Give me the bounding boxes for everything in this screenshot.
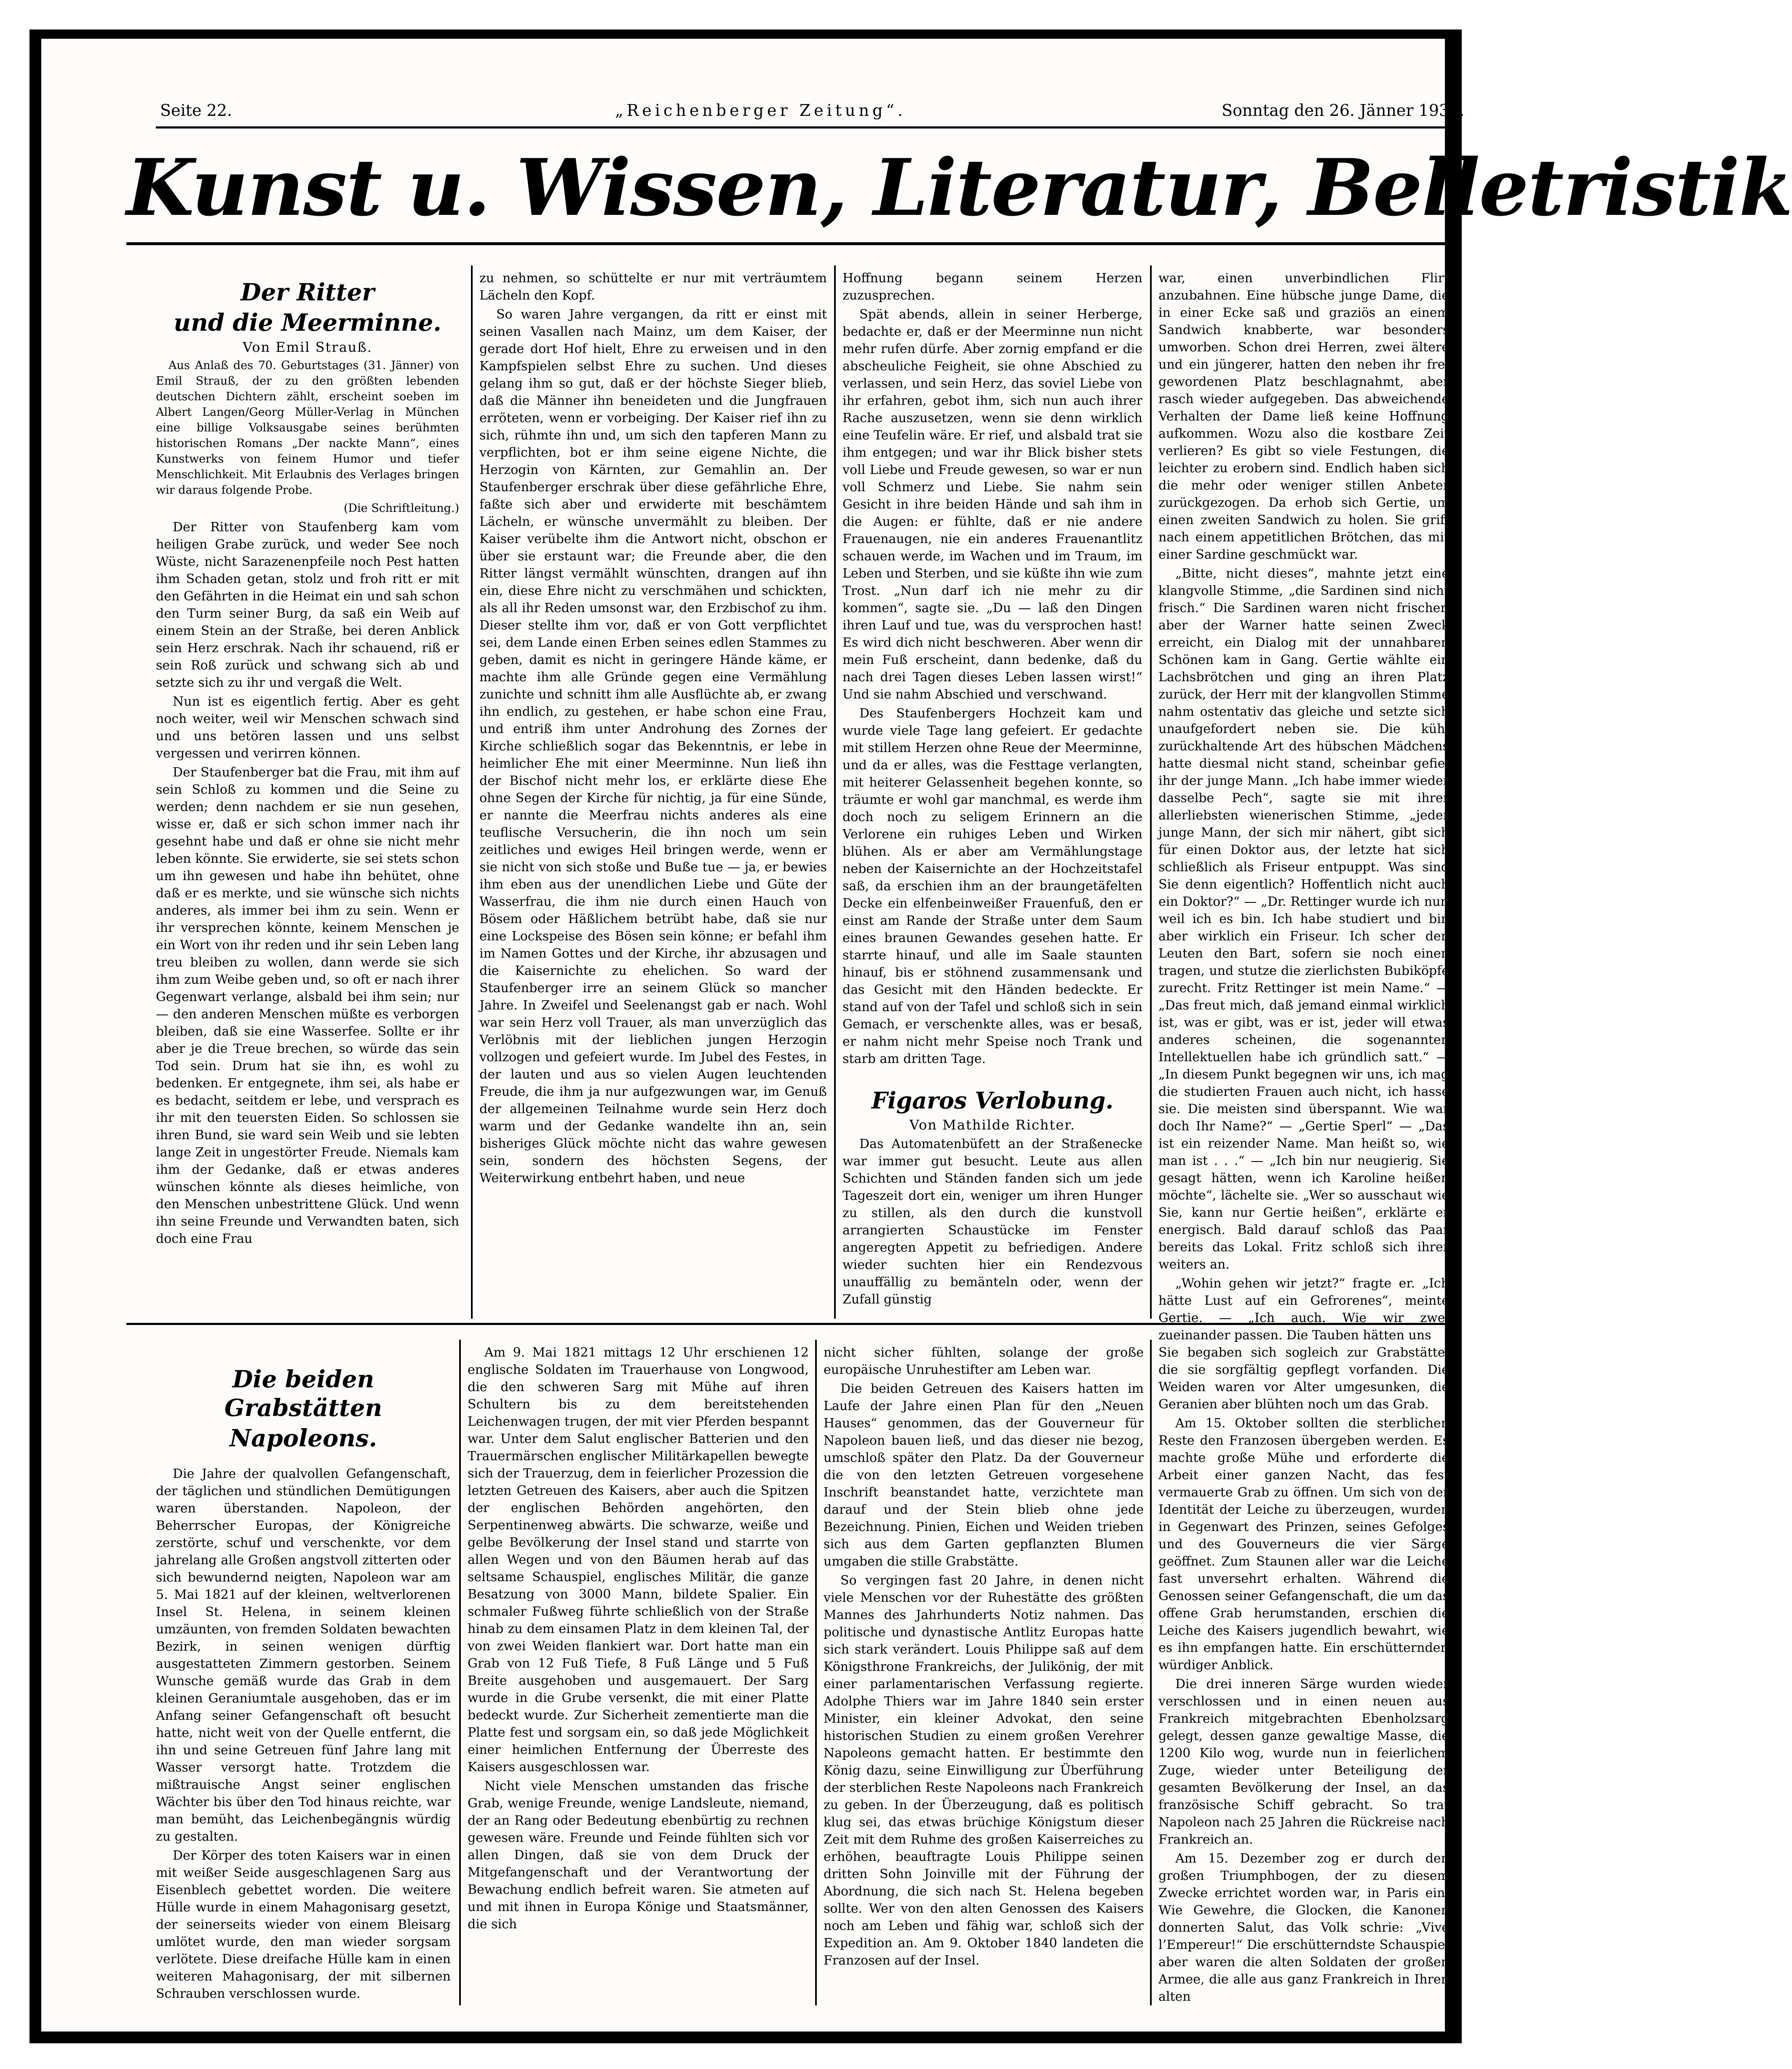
paragraph: „Wohin gehen wir jetzt?“ fragte er. „Ich hätte Lust auf ein Gefrorenes“, meinte Gertie. — „Ich auch. Wie wir zwei zueinander passen. Die Tauben hätten uns [1158, 1276, 1449, 1343]
paragraph: Am 9. Mai 1821 mittags 12 Uhr erschienen 12 englische Soldaten im Trauerhause von Longwood, die den schweren Sarg mit Mühe auf ihren Schultern bis zu dem bereitstehenden Leichenwagen trugen, der mit vier Pferden bespannt war. Unter dem Salut englischer Batterien und den Trauermärschen englischer Militärkapellen bewegte sich der Trauerzug, dem in feierlicher Prozession die letzten Getreuen des Kaisers, aber auch die Spitzen der englischen Behörden angehörten, den Serpentinenweg abwärts. Die schwarze, weiße und gelbe Bevölkerung der Insel stand und starrte von allen Wegen und von den Bäumen herab auf das seltsame Schauspiel, englisches Militär, die ganze Besatzung von 3000 Mann, bildete Spalier. Ein schmaler Fußweg führte schließlich von der Straße hinab zu dem einsamen Platz in dem kleinen Tal, der von zwei Weiden flankiert war. Dort hatte man ein Grab von 12 Fuß Tiefe, 8 Fuß Länge und 5 Fuß Breite ausgehoben und ausgemauert. Der Sarg wurde in die Grube versenkt, die mit einer Platte bedeckt wurde. Zur Sicherheit zementierte man die Platte fest und sorgsam ein, so daß jede Möglichkeit einer heimlichen Entfernung der Überreste des Kaisers ausgeschlossen war. [468, 1345, 809, 1775]
paragraph: Am 15. Oktober sollten die sterblichen Reste den Franzosen übergeben werden. Es machte große Mühe und erforderte die Arbeit einer ganzen Nacht, das fest vermauerte Grab zu öffnen. Um sich von der Identität der Leiche zu überzeugen, wurden in Gegenwart des Prinzen, seines Gefolges und des Gouverneurs die vier Särge geöffnet. Zum Staunen aller war die Leiche fast unversehrt erhalten. Während die Genossen seiner Gefangenschaft, die um das offene Grab herumstanden, erschien die Leiche des Kaisers jugendlich bewahrt, wie es ihn empfangen hatte. Ein erschütternder, würdiger Anblick. [1158, 1416, 1449, 1673]
paragraph: Hoffnung begann seinem Herzen zuzusprechen. [843, 271, 1142, 303]
banner-rule [126, 242, 1462, 245]
article-column-2 [479, 270, 827, 1319]
paragraph: Der Staufenberger bat die Frau, mit ihm auf sein Schloß zu kommen und die Seine zu werden; denn nachdem er sie nun gesehen, wisse er, daß er sich schon immer nach ihr gesehnt habe und daß er ohne sie nicht mehr leben könnte. Sie erwiderte, sie sei stets schon um ihn gewesen und habe ihn behütet, ohne daß er es merkte, und sie wünsche sich nichts anderes, als immer bei ihm zu sein. Wenn er ihr versprechen könnte, keinem Menschen je ein Wort von ihr reden und ihr sein Leben lang treu bleiben zu wollen, dann werde sie sich ihm zum Weibe geben und, so oft er nach ihrer Gegenwart verlange, alsbald bei ihm sein; nur — den anderen Menschen müßte es verborgen bleiben, daß sie eine Wasserfee. Sollte er ihr aber je die Treue brechen, so würde das sein Tod sein. Drum hat sie ihn, es wohl zu bedenken. Er entgegnete, ihm sei, als habe er es bedacht, seitdem er lebe, und versprach es ihr mit den teuersten Eiden. So schlossen sie ihren Bund, sie ward sein Weib und sie lebten lange Zeit in ungestörter Freude. Niemals kam ihm der Gedanke, daß er etwas anderes wünschen könnte als dieses heimliche, von den Menschen unbestrittene Glück. Und wenn ihn seine Freunde und Verwandten baten, sich doch eine Frau [156, 765, 459, 1246]
paragraph: So waren Jahre vergangen, da ritt er einst mit seinen Vasallen nach Mainz, um dem Kaiser, der gerade dort Hof hielt, Ehre zu erweisen und in den Kampfspielen selbst Ehre zu suchen. Und dieses gelang ihm so gut, daß er der höchste Sieger blieb, daß die Männer ihn beneideten und die Jungfrauen erröteten, wenn er vorbeiging. Der Kaiser rief ihn zu sich, rühmte ihn und, um sich den tapferen Mann zu verpflichten, bot er ihm seine eigene Nichte, die Herzogin von Kärnten, zur Gemahlin an. Der Staufenberger erschrak über diese gefährliche Ehre, faßte sich aber und erwiderte mit beschämtem Lächeln, er wünsche unvermählt zu bleiben. Der Kaiser verübelte ihm die Antwort nicht, obschon er über sie erstaunt war; die Freunde aber, die den Ritter längst vermählt wünschten, drangen auf ihn ein, diese Ehre nicht zu verschmähen und schickten, als all ihr Reden umsonst war, den Erzbischof zu ihm. Dieser stellte ihm vor, daß er von Gott verpflichtet sei, dem Lande einen Erben seines edlen Stammes zu geben, damit es nicht in geringere Hände käme, er machte ihm alle Gründe gegen eine Vermählung zunichte und schnitt ihm alle Ausflüchte ab, er zwang ihn endlich, zu gestehen, er habe schon eine Frau, und entriß ihm unter Androhung des Zornes der Kirche schließlich sogar das Bekenntnis, er lebe in heimlicher Ehe mit einer Meerminne. Nun ließ ihn der Bischof nicht mehr los, er erklärte diese Ehe ohne Segen der Kirche für nichtig, ja für eine Sünde, er nannte die Meerfrau nichts anderes als eine teuflische Versucherin, die ihn noch um sein zeitliches und ewiges Heil bringen werde, wenn er sie nicht von sich stoße und Buße tue — ja, er bewies ihm eben aus der unendlichen Liebe und Güte der Wasserfrau, die ihm nie durch einen Hauch von Bösem oder Häßlichem betrübt habe, daß sie nur eine Lockspeise des Bösen sein könne; er befahl ihm im Namen Gottes und der Kirche, ihr abzusagen und die Kaisernichte zu ehelichen. So ward der Staufenberger irre an seinem Glück so mancher Jahre. In Zweifel und Seelenangst gab er nach. Wohl war sein Herz voll Trauer, als man unverzüglich das Verlöbnis mit der lieblichen jungen Herzogin vollzogen und gefeiert wurde. Im Jubel des Festes, in der lauten und aus so vielen Augen leuchtenden Freude, die ihm ja nur aufgezwungen war, im Genuß der allgemeinen Teilnahme wurde sein Herz doch warm und der Gedanke wandelte ihn an, sein bisheriges Glück möchte nicht das wahre gewesen sein, sondern des höchsten Segens, der Weiterwirkung entbehrt haben, und neue [479, 307, 827, 1186]
intro-note: (Die Schriftleitung.) [343, 502, 459, 515]
scan-border-top [29, 29, 1462, 39]
article-author: Von Mathilde Richter. [909, 1117, 1076, 1133]
paragraph: Am 15. Dezember zog er durch den großen Triumphbogen, der zu diesem Zwecke errichtet worden war, in Paris ein. Wie Gewehre, die Glocken, die Kanonen donnerten Salut, das Volk schrie: „Vive l’Empereur!“ Die erschütterndste Schauspiel aber waren die alten Soldaten der großen Armee, die alle aus ganz Frankreich in Ihren alten [1158, 1851, 1449, 2004]
issue-date: Sonntag den 26. Jänner 1938. [1222, 101, 1465, 120]
paragraph: Der Ritter von Staufenberg kam vom heiligen Grabe zurück, und weder See noch Wüste, nicht Sarazenenpfeile noch Pest hatten ihm Schaden getan, stolz und froh ritt er mit den Gefährten in die Heimat ein und sah schon den Turm seiner Burg, da saß ein Weib auf einem Stein an der Straße, bei deren Anblick sein Herz erschrak. Nach ihr schauend, riß er sein Roß zurück und schwang sich ab und setzte sich zu ihr und vergaß die Welt. [156, 520, 459, 690]
article-column-5 [156, 1348, 451, 2005]
paragraph: Nicht viele Menschen umstanden das frische Grab, wenige Freunde, wenige Landsleute, niemand, der an Rang oder Bedeutung ebenbürtig zu rechnen gewesen wäre. Freunde und Feinde fühlten sich vor allen Dingen, daß sie von dem Druck der Mitgefangenschaft und der Verantwortung der Bewachung endlich befreit waren. Sie atmeten auf und mit ihnen in Europa Könige und Staatsmänner, die sich [468, 1779, 809, 1932]
paragraph: war, einen unverbindlichen Flirt anzubahnen. Eine hübsche junge Dame, die in einer Ecke saß und graziös an einem Sandwich knabberte, war besonders umworben. Schon drei Herren, zwei ältere und ein jüngerer, hatten den neben ihr frei gewordenen Platz beschlagnahmt, aber rasch wieder aufgegeben. Das abweichende Verhalten der Dame ließ keine Hoffnung aufkommen. Wozu also die kostbare Zeit verlieren? Es gibt so viele Festungen, die leichter zu erobern sind. Endlich haben sich die mehr oder weniger stillen Anbeter zurückgezogen. Da erhob sich Gertie, um einen zweiten Sandwich zu holen. Sie griff nach einem appetitlichen Brötchen, das mit einer Sardine geschmückt war. [1158, 271, 1449, 562]
paragraph: Nun ist es eigentlich fertig. Aber es geht noch weiter, weil wir Menschen schwach sind und uns betören lassen und uns selbst vergessen und verirren können. [156, 694, 459, 761]
column-rule [471, 265, 473, 1319]
section-title: Kunst u. Wissen, Literatur, Belletristik [126, 142, 1792, 233]
paragraph: So vergingen fast 20 Jahre, in denen nicht viele Menschen vor der Ruhestätte des größten Mannes des Jahrhunderts Notiz nahmen. Das politische und dynastische Antlitz Europas hatte sich stark verändert. Louis Philippe saß auf dem Königsthrone Frankreichs, der Julikönig, der mit einer parlamentarischen Verfassung regierte. Adolphe Thiers war im Jahre 1840 sein erster Minister, ein kleiner Advokat, den seine historischen Studien zu einem großen Verehrer Napoleons gemacht hatten. Er bestimmte den König dazu, seine Einwilligung zur Überführung der sterblichen Reste Napoleons nach Frankreich zu geben. In der Überzeugung, daß es politisch klug sei, das etwas brüchige Königstum dieser Zeit mit dem Ruhme des großen Kaiserreiches zu erhöhen, beauftragte Louis Philippe seinen dritten Sohn Joinville mit der Führung der Abordnung, die sich nach St. Helena begeben sollte. Wer von den alten Genossen des Kaisers noch am Leben und fähig war, schloß sich der Expedition an. Am 9. Oktober 1840 landeten die Franzosen auf der Insel. [824, 1573, 1144, 1968]
article-title: Der Ritter [241, 278, 374, 306]
paragraph: Die drei inneren Särge wurden wieder verschlossen und in einen neuen aus Frankreich mitgebrachten Ebenholzsarg gelegt, dessen ganze gewaltige Masse, die 1200 Kilo wog, wurde nun in feierlichem Zuge, wieder unter Beteiligung der gesamten Bevölkerung der Insel, an das französische Schiff gebracht. So trat Napoleon nach 25 Jahren die Rückreise nach Frankreich an. [1158, 1677, 1449, 1847]
column-rule [815, 1340, 817, 2005]
column-rule [1150, 1340, 1152, 2005]
article-title: Napoleons. [230, 1424, 377, 1452]
paragraph: nicht sicher fühlten, solange der große europäische Unruhestifter am Leben war. [824, 1345, 1144, 1377]
paragraph: Die beiden Getreuen des Kaisers hatten im Laufe der Jahre einen Plan für den „Neuen Hauses“ genommen, das der Gouverneur für Napoleon bauen ließ, und das dieser nie bezog, umschloß später den Platz. Da der Gouverneur die von den letzten Getreuen vorgesehene Inschrift beanstandet hatte, verzichtete man darauf und der Stein blieb ohne jede Bezeichnung. Pinien, Eichen und Weiden trieben sich aus dem Garten gepflanzten Blumen umgaben die stille Grabstätte. [824, 1381, 1144, 1569]
paragraph: Die Jahre der qualvollen Gefangenschaft, der täglichen und stündlichen Demütigungen waren überstanden. Napoleon, der Beherrscher Europas, der Königreiche zerstörte, schuf und verschenkte, vor dem jahrelang alle Großen angstvoll zitterten oder sich bewundernd neigten, Napoleon war am 5. Mai 1821 auf der kleinen, weltverlorenen Insel St. Helena, in seinem kleinen umzäunten, von fremden Soldaten bewachten Bezirk, in seinen wenigen dürftig ausgestatteten Zimmern gestorben. Seinem Wunsche gemäß wurde das Grab in dem kleinen Geraniumtale ausgehoben, das er im Anfang seiner Gefangenschaft oft besucht hatte, nicht weit von der Quelle entfernt, die ihn und seine Getreuen fünf Jahre lang mit Wasser versorgt hatte. Trotzdem die mißtrauische Angst seiner englischen Wächter bis über den Tod hinaus reichte, war man bemüht, das Leichenbegängnis würdig zu gestalten. [156, 1467, 451, 1844]
article-title: und die Meerminne. [174, 309, 441, 337]
article-column-3 [843, 270, 1142, 1319]
scan-border-left [29, 29, 41, 2043]
paragraph: Der Körper des toten Kaisers war in einen mit weißer Seide ausgeschlagenen Sarg aus Eisenblech gebettet worden. Die weitere Hülle wurde in einem Mahagonisarg gesetzt, der seinerseits wieder von einem Bleisarg umlötet wurde, den man wieder sorgsam verlötete. Diese dreifache Hülle kam in einen weiteren Mahagonisarg, der mit silbernen Schrauben verschlossen wurde. [156, 1848, 451, 2001]
paragraph: „Bitte, nicht dieses“, mahnte jetzt eine klangvolle Stimme, „die Sardinen sind nicht frisch.“ Die Sardinen waren nicht frischer, aber der Warner hatte seinen Zweck erreicht, ein Dialog mit der unnahbaren Schönen kam in Gang. Gertie wählte ein Lachsbrötchen und ging an ihren Platz zurück, der Herr mit der klangvollen Stimme nahm ostentativ das gleiche und setzte sich unaufgefordert neben sie. Die kühl zurückhaltende Art des hübschen Mädchens hatte diesmal nicht stand, scheinbar gefiel ihr der junge Mann. „Ich habe immer wieder dasselbe Pech“, sagte sie mit ihrer allerliebsten wienerischen Stimme, „jeder junge Mann, der sich mir nähert, gibt sich für einen Doktor aus, der letzte hat sich schließlich als Friseur entpuppt. Was sind Sie denn eigentlich? Hoffentlich nicht auch ein Doktor?“ — „Dr. Rettinger wurde ich nur, weil ich es bin. Ich habe studiert und bin aber wirklich ein Friseur. Ich scher den Leuten den Bart, sofern sie noch einen tragen, und stutze die zierlichsten Bubiköpfe zurecht. Fritz Rettinger ist mein Name.“ — „Das freut mich, daß jemand einmal wirklich ist, was er gibt, was er ist, jeder will etwas anderes scheinen, die sogenannten Intellektuellen habe ich gründlich satt.“ — „In diesem Punkt begegnen wir uns, ich mag die studierten Frauen auch nicht, ich hasse sie. Die meisten sind überspannt. Wie war doch Ihr Name?“ — „Gertie Sperl“ — „Das ist ein reizender Name. Man heißt so, wie man ist . . .“ — „Ich bin nur neugierig. Sie gesagt hätten, wenn ich Karoline heißen möchte“, lächelte sie. „Wer so ausschaut wie Sie, kann nur Gertie heißen“, erklärte er energisch. Bald darauf schloß das Paar bereits das Lokal. Fritz schloß sich ihrer weiters an. [1158, 566, 1449, 1272]
editor-intro [156, 358, 459, 498]
article-column-6 [468, 1344, 809, 2005]
column-rule [1150, 265, 1152, 1319]
page-number: Seite 22. [160, 101, 232, 120]
article-title: Figaros Verlobung. [871, 1087, 1114, 1114]
paragraph: Sie begaben sich sogleich zur Grabstätte, die sie sorgfältig gepflegt vorfanden. Die Weiden waren vor Alter umgesunken, die Geranien aber blühten noch um das Grab. [1158, 1345, 1449, 1412]
article-column-8 [1158, 1344, 1449, 2005]
page-header [160, 101, 1466, 122]
intro-text: Aus Anlaß des 70. Geburtstages (31. Jänner) von Emil Strauß, der zu den größten lebenden deutschen Dichtern zählt, erscheint soeben im Albert Langen/Georg Müller-Verlag in München eine billige Volksausgabe seines berühmten historischen Romans „Der nackte Mann“, eines Kunstwerks von feinem Humor und tiefer Menschlichkeit. Mit Erlaubnis des Verlages bringen wir daraus folgende Probe. [156, 359, 459, 497]
paragraph: Des Staufenbergers Hochzeit kam und wurde viele Tage lang gefeiert. Er gedachte mit stillem Herzen ohne Reue der Meerminne, und da er alles, was die Festtage verlangten, mit heiterer Gelassenheit begehen konnte, so träumte er wohl gar manchmal, es werde ihm doch noch zu seligem Erinnern an die Verlorene ein ruhiges Leben und Wirken blühen. Als er aber am Vermählungstage neben der Kaisernichte an der Hochzeitstafel saß, da erschien ihm an der braungetäfelten Decke ein elfenbeinweißer Frauenfuß, den er einst am Rande der Straße unter dem Saum eines braunen Gewandes gesehen hatte. Er starrte hinauf, und alle im Saale staunten hinauf, bis er stöhnend zusammensank und das Gesicht mit den Händen bedeckte. Er stand auf von der Tafel und schloß sich in sein Gemach, er verschenkte alles, was er besaß, er nahm nicht mehr Speise noch Trank und starb am dritten Tage. [843, 706, 1142, 1066]
article-column-1 [156, 278, 459, 1319]
header-rule [156, 126, 1462, 128]
article-author: Von Emil Strauß. [243, 339, 372, 355]
paragraph: Spät abends, allein in seiner Herberge, bedachte er, daß er der Meerminne nun nicht mehr rufen dürfe. Aber zornig empfand er die abscheuliche Feigheit, sie ohne Abschied zu verlassen, und sein Herz, das soviel Liebe von ihr erfahren, gebot ihm, sich nun auch ihrer Rache auszusetzen, wenn sie denn wirklich eine Teufelin wäre. Er rief, und alsbald trat sie ihm entgegen; und war ihr Blick bisher stets voll Liebe und Freude gewesen, so war er nun voll Schmerz und Liebe. Sie nahm sein Gesicht in ihre beiden Hände und sah ihm in die Augen: er fühlte, daß er nie andere Frauenaugen, nie ein anderes Frauenantlitz schauen werde, im Wachen und im Traum, im Leben und Sterben, und sie küßte ihn wie zum Trost. „Nun darf ich nie mehr zu dir kommen“, sagte sie. „Du — laß den Dingen ihren Lauf und tue, was du versprochen hast! Es wird dich nicht beschweren. Aber wenn dir mein Fuß erscheint, dann bedenke, daß du nach drei Tagen dieses Leben lassen wirst!“ Und sie nahm Abschied und verschwand. [843, 307, 1142, 702]
article-column-7 [824, 1344, 1144, 2005]
article-title: Die beiden Grabstätten [224, 1365, 382, 1422]
paragraph: Das Automatenbüfett an der Straßenecke war immer gut besucht. Leute aus allen Schichten und Ständen fanden sich um jede Tageszeit dort ein, weniger um ihren Hunger zu stillen, als den durch die kunstvoll arrangierten Schaustücke im Fenster angeregten Appetit zu befriedigen. Andere wieder suchten hier ein Rendezvous unauffällig zu bemänteln oder, wenn der Zufall günstig [843, 1137, 1142, 1307]
article-column-4 [1158, 270, 1449, 1343]
newspaper-name: „Reichenberger Zeitung“. [615, 101, 906, 120]
paragraph: zu nehmen, so schüttelte er nur mit verträumtem Lächeln den Kopf. [479, 271, 827, 303]
column-rule [459, 1340, 461, 2005]
scan-border-bottom [29, 2032, 1462, 2043]
column-rule [834, 265, 836, 1319]
